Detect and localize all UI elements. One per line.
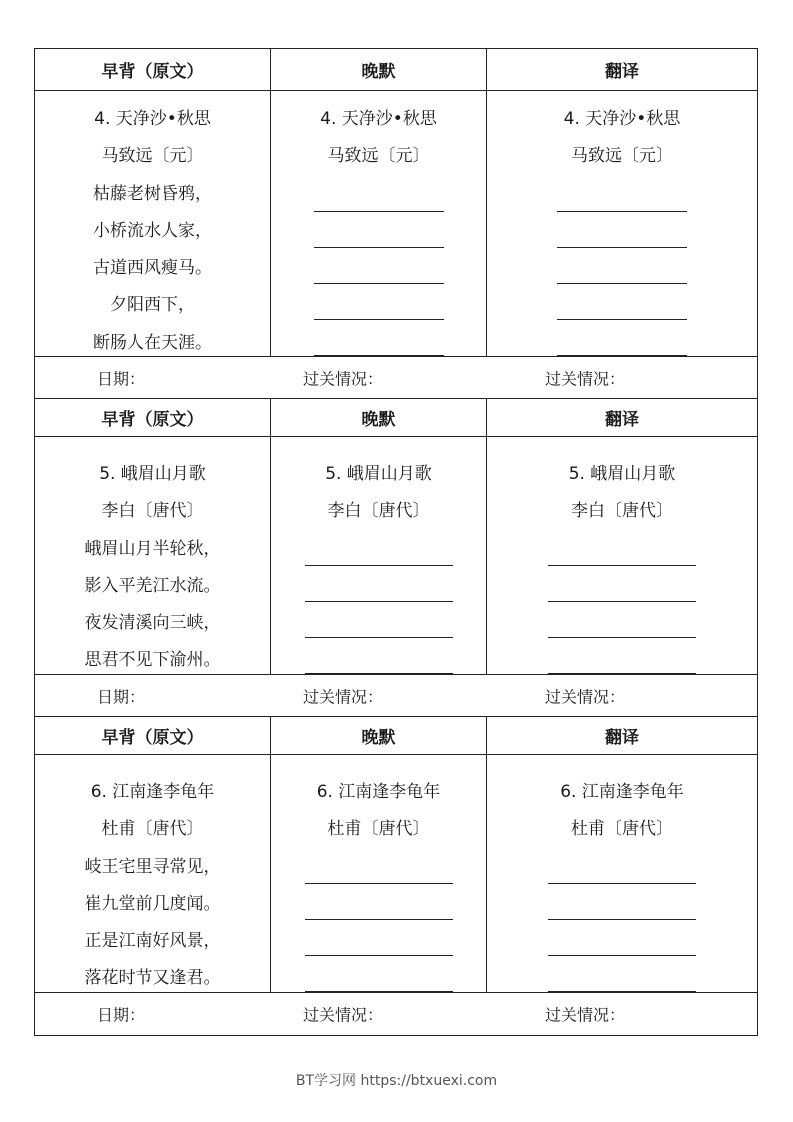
pass-status-label: 过关情况： [303, 1005, 384, 1025]
poem-title: 5. 峨眉山月歌 [99, 464, 206, 484]
blank-line[interactable] [305, 956, 453, 992]
poem-line: 夕阳西下， [110, 295, 195, 316]
header-original: 早背（原文） [35, 49, 271, 90]
poem-title: 6. 江南逢李龟年 [316, 782, 441, 802]
poem-author: 杜甫〔唐代〕 [327, 819, 430, 840]
date-row [35, 357, 757, 399]
poem-line: 枯藤老树昏鸦， [93, 183, 212, 204]
pass-status-label: 过关情况： [545, 1005, 626, 1025]
header-translation: 翻译 [605, 728, 639, 748]
blank-line[interactable] [557, 284, 687, 320]
poem-line: 正是江南好风景， [84, 931, 221, 952]
poem-title: 5. 峨眉山月歌 [325, 464, 432, 484]
blank-line[interactable] [548, 884, 696, 920]
poem-title: 6. 江南逢李龟年 [90, 782, 215, 802]
blank-line[interactable] [314, 320, 444, 356]
poem-title: 4. 天净沙•秋思 [320, 109, 437, 129]
poem-author: 马致远〔元〕 [327, 146, 430, 167]
poem-author: 李白〔唐代〕 [327, 501, 430, 522]
date-row [35, 675, 757, 717]
translation-column [487, 755, 757, 992]
header-dictation: 晚默 [271, 399, 487, 436]
blank-line[interactable] [548, 920, 696, 956]
poem-title: 5. 峨眉山月歌 [568, 464, 676, 484]
pass-status-label: 过关情况： [303, 687, 384, 706]
poem-author: 李白〔唐代〕 [101, 501, 204, 522]
poem-line: 夜发清溪向三峡， [84, 613, 221, 634]
poem-title: 4. 天净沙•秋思 [563, 109, 681, 129]
poem-title: 4. 天净沙•秋思 [94, 109, 211, 129]
original-column [35, 755, 271, 992]
poem-line: 落花时节又逢君。 [84, 968, 221, 989]
blank-line[interactable] [557, 320, 687, 356]
poem-row [35, 437, 757, 675]
blank-line[interactable] [314, 248, 444, 284]
date-label: 日期： [97, 369, 146, 388]
poem-row [35, 755, 757, 993]
blank-line[interactable] [305, 602, 453, 638]
original-column [35, 91, 271, 356]
footer-watermark: BT学习网 https://btxuexi.com [295, 1073, 498, 1089]
blank-line[interactable] [314, 212, 444, 248]
pass-status-label: 过关情况： [303, 369, 384, 388]
poem-row [35, 91, 757, 357]
translation-column [487, 437, 757, 674]
blank-line[interactable] [305, 566, 453, 602]
poem-author: 杜甫〔唐代〕 [571, 819, 673, 840]
header-original: 早背（原文） [35, 717, 271, 754]
header-row [35, 399, 757, 437]
blank-line[interactable] [305, 884, 453, 920]
poem-author: 马致远〔元〕 [571, 146, 673, 167]
poem-line: 断肠人在天涯。 [93, 332, 212, 353]
poem-author: 杜甫〔唐代〕 [101, 819, 204, 840]
blank-line[interactable] [305, 920, 453, 956]
blank-line[interactable] [305, 849, 453, 885]
header-translation: 翻译 [605, 62, 639, 82]
blank-line[interactable] [548, 531, 696, 567]
header-translation: 翻译 [605, 410, 639, 430]
dictation-column [271, 755, 487, 992]
blank-line[interactable] [548, 956, 696, 992]
blank-line[interactable] [305, 638, 453, 674]
date-label: 日期： [97, 687, 146, 706]
blank-line[interactable] [557, 176, 687, 212]
poem-line: 岐王宅里寻常见， [84, 856, 221, 877]
blank-line[interactable] [314, 176, 444, 212]
blank-line[interactable] [548, 638, 696, 674]
pass-status-label: 过关情况： [545, 687, 626, 706]
poem-author: 马致远〔元〕 [101, 146, 204, 167]
blank-line[interactable] [548, 602, 696, 638]
poem-line: 小桥流水人家， [93, 220, 212, 241]
dictation-column [271, 91, 487, 356]
blank-line[interactable] [548, 849, 696, 885]
poem-line: 影入平羌江水流。 [84, 575, 221, 596]
date-label: 日期： [97, 1005, 146, 1025]
dictation-column [271, 437, 487, 674]
header-row [35, 49, 757, 91]
date-row [35, 993, 757, 1035]
header-row [35, 717, 757, 755]
poem-title: 6. 江南逢李龟年 [560, 782, 684, 802]
blank-line[interactable] [314, 284, 444, 320]
recitation-worksheet [34, 48, 758, 1036]
poem-author: 李白〔唐代〕 [571, 501, 673, 522]
poem-line: 思君不见下渝州。 [84, 650, 221, 671]
blank-line[interactable] [305, 531, 453, 567]
header-original: 早背（原文） [35, 399, 271, 436]
blank-line[interactable] [557, 248, 687, 284]
poem-line: 古道西风瘦马。 [93, 258, 212, 279]
original-column [35, 437, 271, 674]
blank-line[interactable] [557, 212, 687, 248]
pass-status-label: 过关情况： [545, 369, 626, 388]
poem-line: 峨眉山月半轮秋， [84, 538, 221, 559]
header-dictation: 晚默 [271, 49, 487, 90]
blank-line[interactable] [548, 566, 696, 602]
translation-column [487, 91, 757, 356]
poem-line: 崔九堂前几度闻。 [84, 893, 221, 914]
header-dictation: 晚默 [271, 717, 487, 754]
